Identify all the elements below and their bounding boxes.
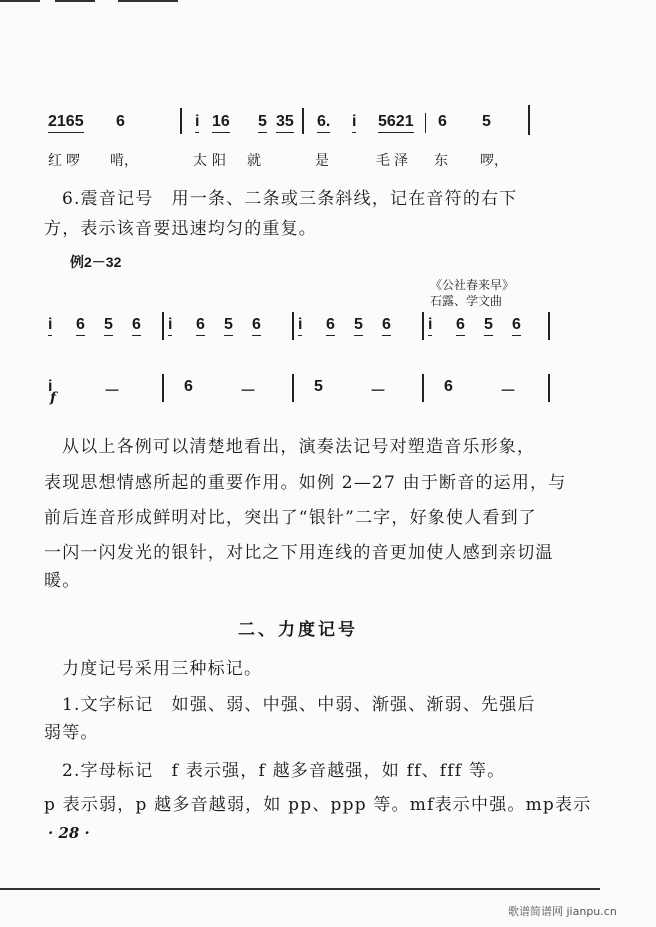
dash: － (104, 383, 121, 400)
paragraph-line: 弱等。 (44, 723, 99, 743)
example-label: 例2－32 (70, 254, 122, 270)
paragraph-line: 1.文字标记 如强、弱、中强、中弱、渐强、渐弱、先强后 (62, 695, 536, 715)
note: i (298, 316, 302, 336)
note: 35 (276, 113, 294, 133)
bar-line (548, 312, 550, 340)
bar-line (162, 312, 164, 340)
lyric: 毛 (376, 153, 390, 169)
note: 5 (224, 316, 233, 336)
note: 6 (382, 316, 391, 336)
note: 6 (132, 316, 141, 336)
note: 6 (438, 113, 447, 130)
lyric: 是 (315, 153, 329, 169)
top-rule (55, 0, 95, 2)
lyric: 太 (193, 153, 207, 169)
note: 6 (252, 316, 261, 336)
top-rule (118, 0, 178, 2)
lyric: 啰 (66, 153, 80, 169)
note: 16 (212, 113, 230, 133)
note: 2165 (48, 113, 84, 133)
note: 5 (482, 113, 491, 130)
note: 6 (456, 316, 465, 336)
bar-line (162, 374, 164, 402)
song-title: 《公社春来早》 (430, 278, 515, 292)
paragraph-line: 表现思想情感所起的重要作用。如例 2—27 由于断音的运用，与 (44, 473, 567, 493)
note: i (195, 113, 199, 133)
note: 5 (104, 316, 113, 336)
note: 6 (444, 378, 453, 395)
note: i (428, 316, 432, 336)
note: 6 (76, 316, 85, 336)
bar-line (292, 312, 294, 340)
note: 6 (326, 316, 335, 336)
note: 5 (354, 316, 363, 336)
composer: 石露、学文曲 (430, 294, 503, 308)
lyric: 阳 (212, 153, 226, 169)
lyric: 就 (247, 153, 261, 169)
dash: － (240, 383, 257, 400)
section-heading: 二、力度记号 (238, 620, 358, 640)
lyric: 啰， (480, 153, 508, 169)
note: 5621 (378, 113, 414, 133)
bar-line (422, 374, 424, 402)
bar-line (422, 312, 424, 340)
dash: － (370, 383, 387, 400)
lyric: 泽 (394, 153, 408, 169)
top-rule (0, 0, 40, 2)
paragraph-line: 一闪一闪发光的银针，对比之下用连线的音更加使人感到亲切温 (44, 543, 554, 563)
bar-line (548, 374, 550, 402)
watermark: 歌谱简谱网 jianpu.cn (508, 905, 617, 918)
note: i (352, 113, 356, 133)
paragraph-line: 前后连音形成鲜明对比，突出了“银针”二字，好象使人看到了 (44, 508, 537, 528)
note: i (48, 378, 53, 395)
note: 5 (258, 113, 267, 133)
paragraph-line: p 表示弱，p 越多音越弱，如 pp、ppp 等。mf表示中强。mp表示 (44, 795, 592, 815)
page-number: · 28 · (48, 824, 90, 842)
paragraph-line: 暖。 (44, 571, 81, 591)
section-6-line-1: 6.震音记号 用一条、二条或三条斜线，记在音符的右下 (62, 189, 518, 209)
note: 6 (116, 113, 125, 130)
section-6-line-2: 方，表示该音要迅速均匀的重复。 (44, 219, 317, 239)
note: i (48, 316, 52, 336)
note: 5 (314, 378, 323, 395)
note: 6 (184, 378, 193, 395)
lyric: 啃， (110, 153, 138, 169)
dynamic-marking: f (50, 390, 57, 406)
note: 6 (512, 316, 521, 336)
paragraph-line: 2.字母标记 f 表示强，f 越多音越强，如 ff、fff 等。 (62, 761, 506, 781)
lyric: 红 (48, 153, 62, 169)
paragraph-line: 从以上各例可以清楚地看出，演奏法记号对塑造音乐形象， (62, 437, 536, 457)
dash: － (500, 383, 517, 400)
note: 6 (196, 316, 205, 336)
note: 6. (317, 113, 330, 133)
bottom-rule (0, 888, 600, 890)
paragraph-line: 力度记号采用三种标记。 (62, 659, 263, 679)
note: i (168, 316, 172, 336)
bar-line (292, 374, 294, 402)
lyric: 东 (434, 153, 448, 169)
note: 5 (484, 316, 493, 336)
